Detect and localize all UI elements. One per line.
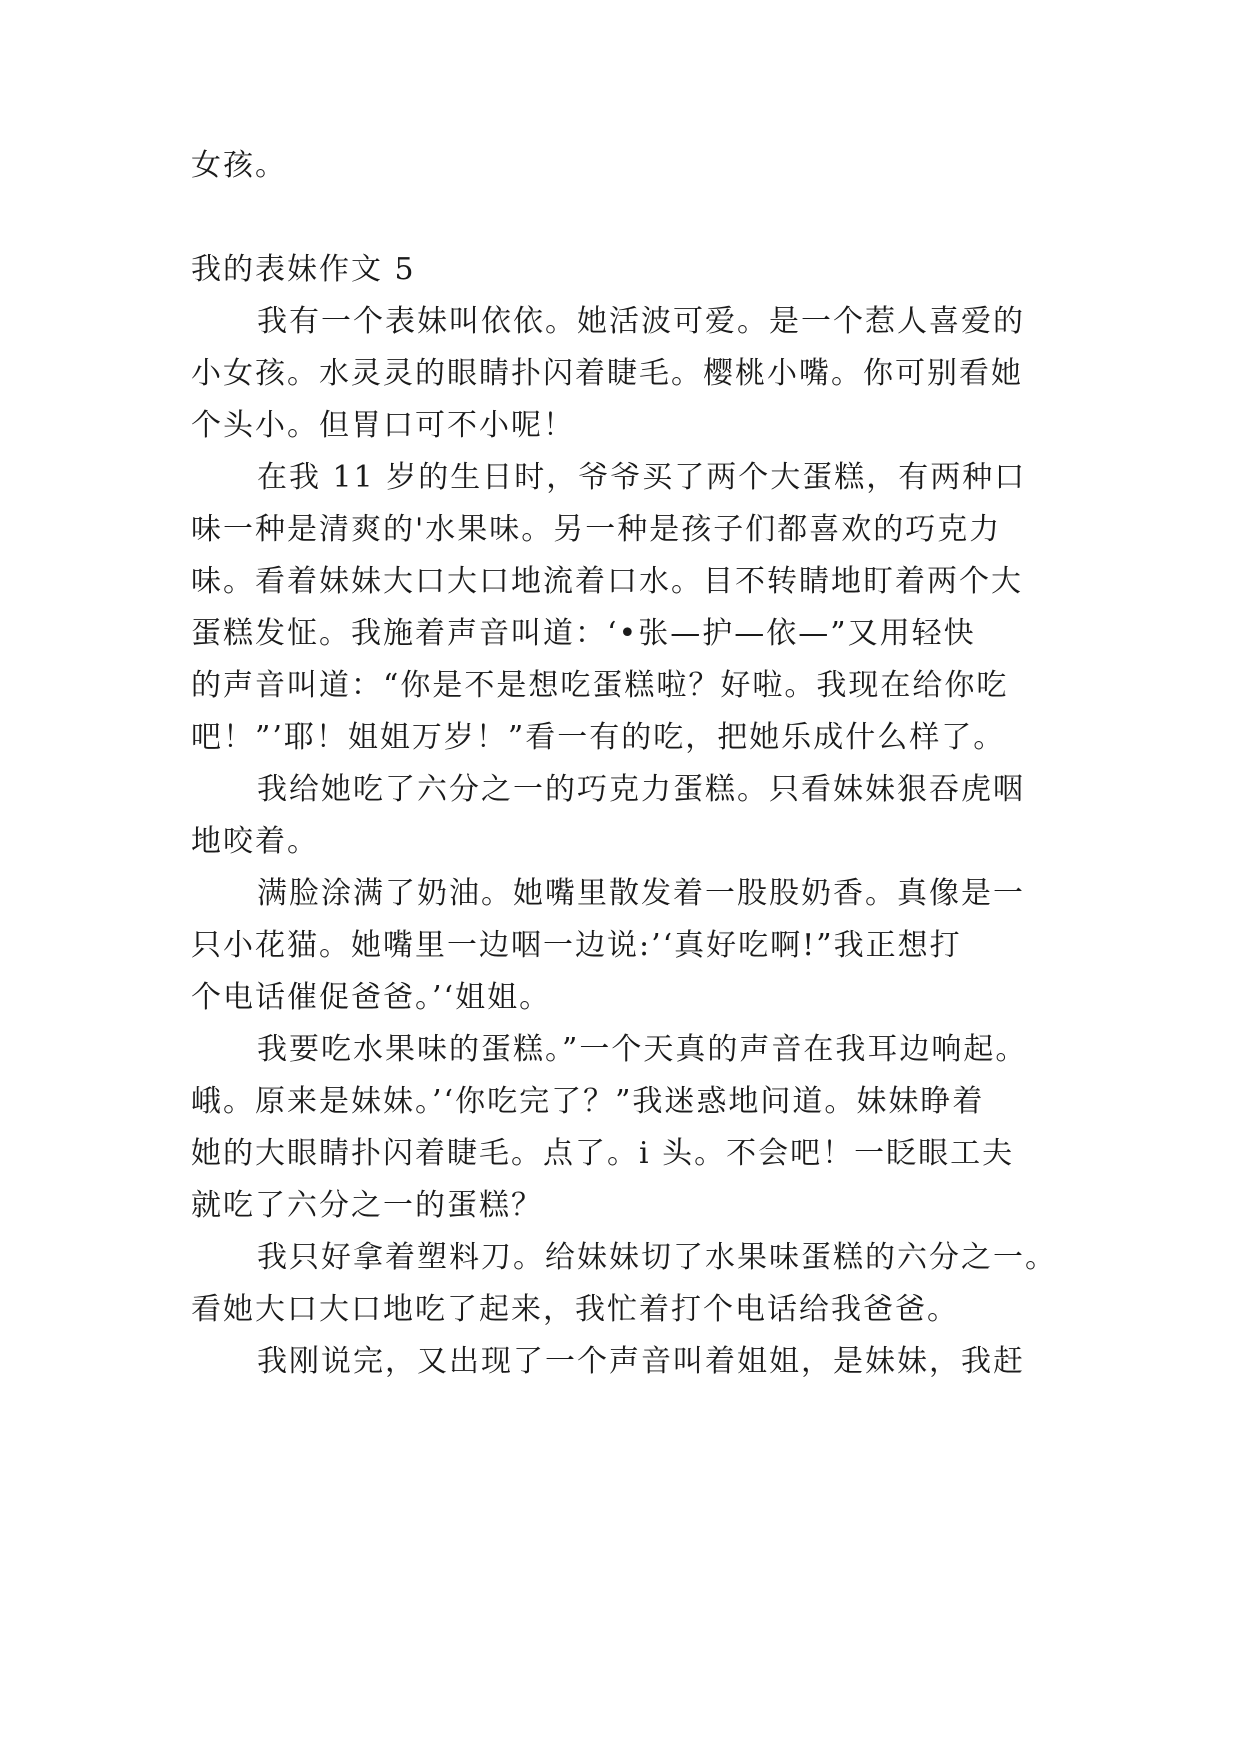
text-line: 女孩。 (191, 148, 287, 183)
text-line: 小女孩。水灵灵的眼睛扑闪着睫毛。樱桃小嘴。你可别看她 (191, 356, 1023, 391)
text-line: 我只好拿着塑料刀。给妹妹切了水果味蛋糕的六分之一。 (257, 1240, 1057, 1275)
text-line: 我刚说完，又出现了一个声音叫着姐姐，是妹妹，我赶 (257, 1344, 1025, 1379)
section-title: 我的表妹作文 5 (191, 252, 416, 287)
text-line: 就吃了六分之一的蛋糕？ (191, 1188, 543, 1223)
text-line: 个电话催促爸爸。’‘姐姐。 (191, 980, 552, 1015)
text-line: 蛋糕发怔。我施着声音叫道：‘•张—护—依—”又用轻快 (191, 616, 976, 651)
text-line: 味一种是清爽的'水果味。另一种是孩子们都喜欢的巧克力 (191, 512, 1002, 547)
text-line: 她的大眼睛扑闪着睫毛。点了。i 头。不会吧！一眨眼工夫 (191, 1136, 1015, 1171)
text-line: 的声音叫道：“你是不是想吃蛋糕啦？好啦。我现在给你吃 (191, 668, 1009, 703)
text-line: 我给她吃了六分之一的巧克力蛋糕。只看妹妹狠吞虎咽 (257, 772, 1025, 807)
text-line: 地咬着。 (191, 824, 319, 859)
text-line: 满脸涂满了奶油。她嘴里散发着一股股奶香。真像是一 (257, 876, 1025, 911)
text-line: 味。看着妹妹大口大口地流着口水。目不转睛地盯着两个大 (191, 564, 1023, 599)
text-line: 吧！”’耶！姐姐万岁！”看一有的吃，把她乐成什么样了。 (191, 720, 1006, 755)
text-line: 我有一个表妹叫依依。她活波可爱。是一个惹人喜爱的 (257, 304, 1025, 339)
text-line: 峨。原来是妹妹。’‘你吃完了？”我迷惑地问道。妹妹睁着 (191, 1084, 985, 1119)
text-line: 只小花猫。她嘴里一边咽一边说:’‘真好吃啊!”我正想打 (191, 928, 962, 963)
text-line: 个头小。但胃口可不小呢！ (191, 408, 575, 443)
text-line: 在我 11 岁的生日时，爷爷买了两个大蛋糕，有两种口 (257, 460, 1027, 495)
text-line: 看她大口大口地吃了起来，我忙着打个电话给我爸爸。 (191, 1292, 959, 1327)
text-line: 我要吃水果味的蛋糕。”一个天真的声音在我耳边响起。 (257, 1032, 1028, 1067)
